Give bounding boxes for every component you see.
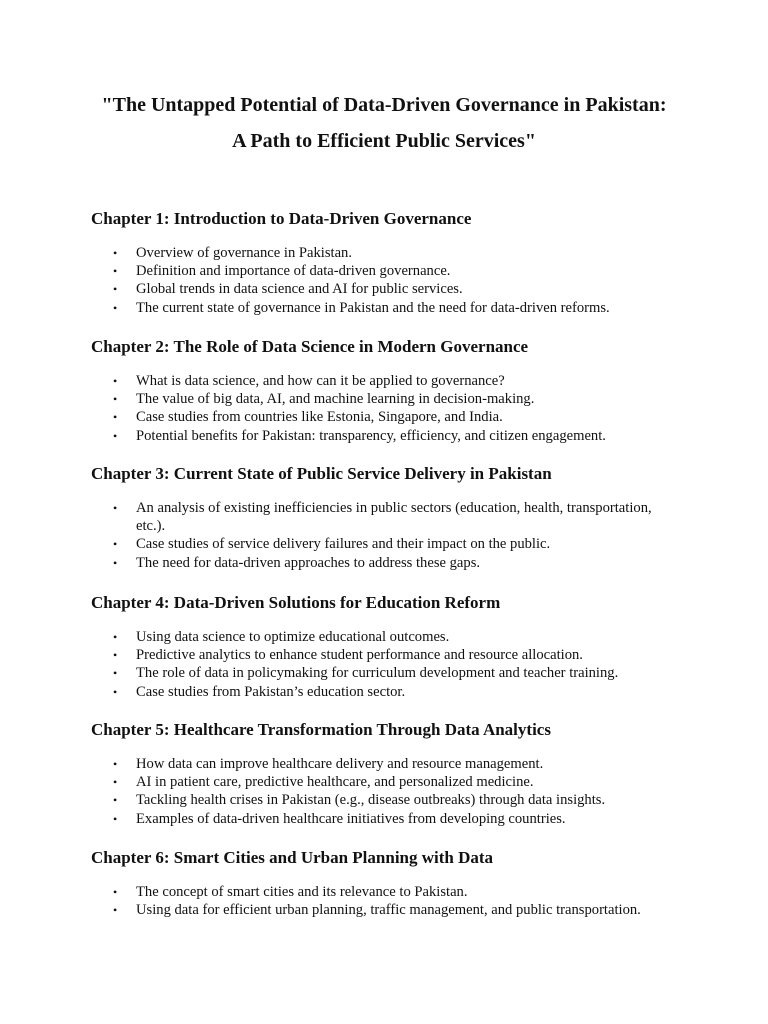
bullet-icon: • <box>113 793 118 808</box>
list-item <box>91 773 681 791</box>
list-item-text: Examples of data-driven healthcare initiatives from developing countries. <box>136 810 566 827</box>
chapter-6-section <box>91 847 691 919</box>
list-item-text: Global trends in data science and AI for public services. <box>136 281 463 298</box>
list-item-text: Predictive analytics to enhance student performance and resource allocation. <box>136 647 583 664</box>
bullet-icon: • <box>113 428 118 443</box>
chapter-3-section <box>91 463 691 572</box>
list-item-text: The role of data in policymaking for curriculum development and teacher training. <box>136 665 619 682</box>
bullet-list <box>91 244 691 317</box>
bullet-icon: • <box>113 648 118 663</box>
list-item-text: Potential benefits for Pakistan: transparency, efficiency, and citizen engagement. <box>136 427 606 444</box>
bullet-icon: • <box>113 246 118 260</box>
list-item-text: The value of big data, AI, and machine learning in decision-making. <box>136 391 535 408</box>
list-item <box>91 810 681 828</box>
chapter-heading: Chapter 6: Smart Cities and Urban Planning with Data <box>91 848 494 867</box>
bullet-list <box>91 499 691 572</box>
chapter-4-section <box>91 592 691 701</box>
list-item <box>91 408 681 426</box>
bullet-icon: • <box>113 410 118 425</box>
list-item <box>91 280 681 298</box>
chapter-heading: Chapter 2: The Role of Data Science in Modern Governance <box>91 337 529 356</box>
bullet-list <box>91 628 691 701</box>
list-item-text: AI in patient care, predictive healthcare, and personalized medicine. <box>136 774 534 791</box>
bullet-icon: • <box>113 392 118 407</box>
list-item-text: Case studies from Pakistan’s education sector. <box>136 683 406 700</box>
bullet-icon: • <box>113 537 118 552</box>
list-item-text: What is data science, and how can it be applied to governance? <box>136 373 505 389</box>
bullet-icon: • <box>113 374 118 388</box>
list-item-text: Definition and importance of data-driven governance. <box>136 263 451 280</box>
list-item <box>91 299 681 317</box>
bullet-icon: • <box>113 903 118 918</box>
bullet-icon: • <box>113 757 118 771</box>
list-item <box>91 372 681 390</box>
list-item <box>91 646 681 664</box>
list-item-text: Overview of governance in Pakistan. <box>136 245 352 261</box>
bullet-icon: • <box>113 264 118 279</box>
bullet-list <box>91 755 691 828</box>
list-item-text: The current state of governance in Pakistan and the need for data-driven reforms. <box>136 299 610 316</box>
chapter-heading: Chapter 5: Healthcare Transformation Through Data Analytics <box>91 720 551 739</box>
bullet-icon: • <box>113 300 118 315</box>
bullet-icon: • <box>113 885 118 899</box>
list-item <box>91 390 681 408</box>
bullet-icon: • <box>113 501 118 515</box>
list-item <box>91 901 681 919</box>
list-item <box>91 499 681 535</box>
chapter-heading: Chapter 4: Data-Driven Solutions for Education Reform <box>91 593 501 612</box>
list-item <box>91 244 681 262</box>
bullet-list <box>91 372 691 445</box>
chapter-heading: Chapter 1: Introduction to Data-Driven Governance <box>91 209 472 228</box>
list-item <box>91 535 681 553</box>
chapter-5-section <box>91 719 691 828</box>
list-item-text: An analysis of existing inefficiencies in public sectors (education, health, transportation, etc.). <box>136 500 652 535</box>
list-item <box>91 262 681 280</box>
bullet-icon: • <box>113 811 118 826</box>
list-item <box>91 883 681 901</box>
list-item-text: The need for data-driven approaches to address these gaps. <box>136 554 481 571</box>
chapter-2-section <box>91 336 691 445</box>
list-item-text: The concept of smart cities and its relevance to Pakistan. <box>136 884 468 900</box>
list-item <box>91 791 681 809</box>
list-item-text: Using data science to optimize educational outcomes. <box>136 629 450 645</box>
bullet-icon: • <box>113 684 118 699</box>
list-item <box>91 755 681 773</box>
bullet-list <box>91 883 691 919</box>
bullet-icon: • <box>113 555 118 570</box>
document-title-line-1: "The Untapped Potential of Data-Driven Governance in Pakistan: <box>101 94 667 116</box>
list-item <box>91 427 681 445</box>
bullet-icon: • <box>113 282 118 297</box>
list-item <box>91 664 681 682</box>
document-title-line-2: A Path to Efficient Public Services" <box>232 130 536 152</box>
list-item <box>91 554 681 572</box>
bullet-icon: • <box>113 666 118 681</box>
chapter-heading: Chapter 3: Current State of Public Service Delivery in Pakistan <box>91 464 552 483</box>
chapter-1-section <box>91 208 691 317</box>
bullet-icon: • <box>113 630 118 644</box>
list-item <box>91 628 681 646</box>
list-item-text: Tackling health crises in Pakistan (e.g., disease outbreaks) through data insights. <box>136 792 606 809</box>
list-item-text: Using data for efficient urban planning, traffic management, and public transportation. <box>136 902 641 919</box>
list-item-text: Case studies from countries like Estonia, Singapore, and India. <box>136 409 503 426</box>
list-item-text: Case studies of service delivery failures and their impact on the public. <box>136 536 551 553</box>
list-item <box>91 683 681 701</box>
list-item-text: How data can improve healthcare delivery and resource management. <box>136 756 544 772</box>
bullet-icon: • <box>113 775 118 790</box>
